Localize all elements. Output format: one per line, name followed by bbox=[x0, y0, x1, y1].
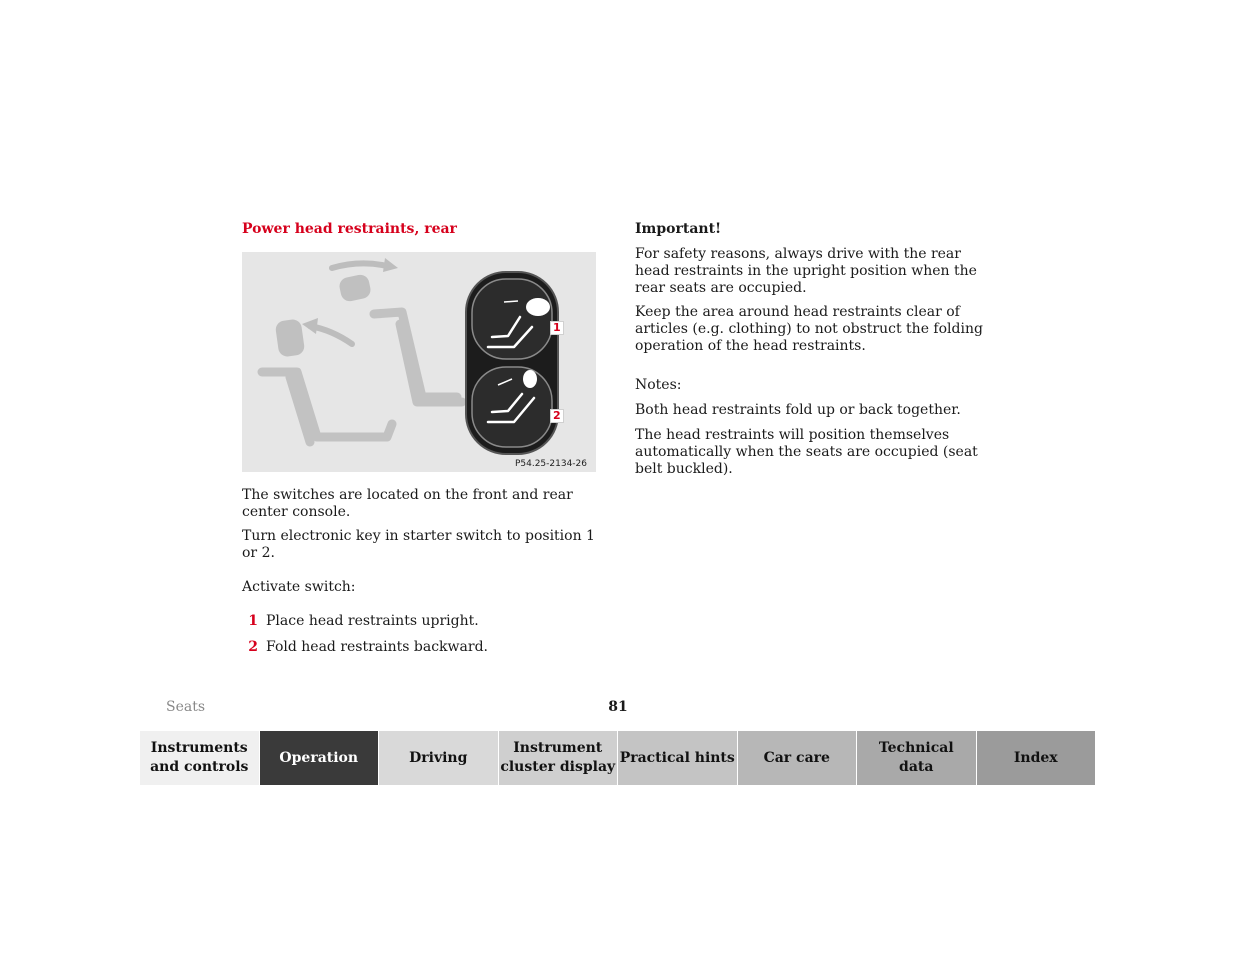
tab-label-line-1: Instruments bbox=[150, 740, 248, 756]
location-paragraph: The switches are located on the front and rear center console. bbox=[242, 487, 573, 520]
important-heading: Important! bbox=[635, 221, 722, 237]
seat-switch-drawing bbox=[242, 252, 596, 472]
notes-paragraph-2: The head restraints will position themselves automatically when the seats are occupied (seat belt buckled). bbox=[635, 427, 978, 477]
tab-label-line-2: data bbox=[899, 759, 934, 775]
head-restraint-icon bbox=[275, 273, 373, 357]
figure-code: P54.25-2134-26 bbox=[514, 459, 587, 469]
footer-section-label: Seats bbox=[166, 699, 206, 715]
callout-1: 1 bbox=[550, 321, 564, 335]
tab-driving[interactable] bbox=[379, 731, 499, 785]
step-number: 1 bbox=[248, 613, 258, 629]
step-item bbox=[242, 613, 602, 630]
key-paragraph: Turn electronic key in starter switch to position 1 or 2. bbox=[242, 528, 595, 561]
tab-label-line-2: cluster display bbox=[500, 759, 616, 775]
tab-practical-hints[interactable] bbox=[618, 731, 738, 785]
step-text: Place head restraints upright. bbox=[266, 613, 479, 629]
tab-technical-data[interactable] bbox=[857, 731, 977, 785]
tab-label-line-1: Car care bbox=[763, 749, 830, 766]
tab-label-line-1: Index bbox=[1013, 749, 1058, 766]
section-title: Power head restraints, rear bbox=[242, 221, 457, 237]
important-paragraph-2: Keep the area around head restraints clear of articles (e.g. clothing) to not obstruct the folding operation of the head restraints. bbox=[635, 304, 983, 354]
tab-label-line-1: Operation bbox=[279, 749, 359, 766]
tab-label-line-1: Driving bbox=[409, 749, 468, 766]
tab-car-care[interactable] bbox=[738, 731, 858, 785]
right-column bbox=[635, 220, 985, 485]
step-text: Fold head restraints backward. bbox=[266, 639, 488, 655]
important-paragraph-1: For safety reasons, always drive with the rear head restraints in the upright position when the rear seats are occupied. bbox=[635, 246, 977, 296]
tab-instrument-cluster-display[interactable] bbox=[499, 731, 619, 785]
page-number: 81 bbox=[608, 699, 628, 715]
chapter-tab-bar bbox=[140, 731, 1095, 785]
tab-label-line-1: Technical bbox=[878, 740, 954, 756]
motion-arrow-icon bbox=[310, 263, 387, 344]
tab-label-line-1: Practical hints bbox=[619, 749, 735, 766]
left-column bbox=[242, 220, 602, 665]
step-item bbox=[242, 639, 602, 656]
activate-label: Activate switch: bbox=[242, 579, 356, 595]
notes-paragraph-1: Both head restraints fold up or back together. bbox=[635, 402, 961, 418]
step-number: 2 bbox=[248, 639, 258, 655]
switch-illustration bbox=[242, 252, 596, 472]
tab-operation[interactable] bbox=[260, 731, 380, 785]
callout-2: 2 bbox=[550, 409, 564, 423]
tab-label-line-2: and controls bbox=[150, 759, 249, 775]
tab-index[interactable] bbox=[977, 731, 1096, 785]
tab-label-line-1: Instrument bbox=[513, 740, 603, 756]
notes-heading: Notes: bbox=[635, 377, 682, 393]
tab-instruments-and-controls[interactable] bbox=[140, 731, 260, 785]
